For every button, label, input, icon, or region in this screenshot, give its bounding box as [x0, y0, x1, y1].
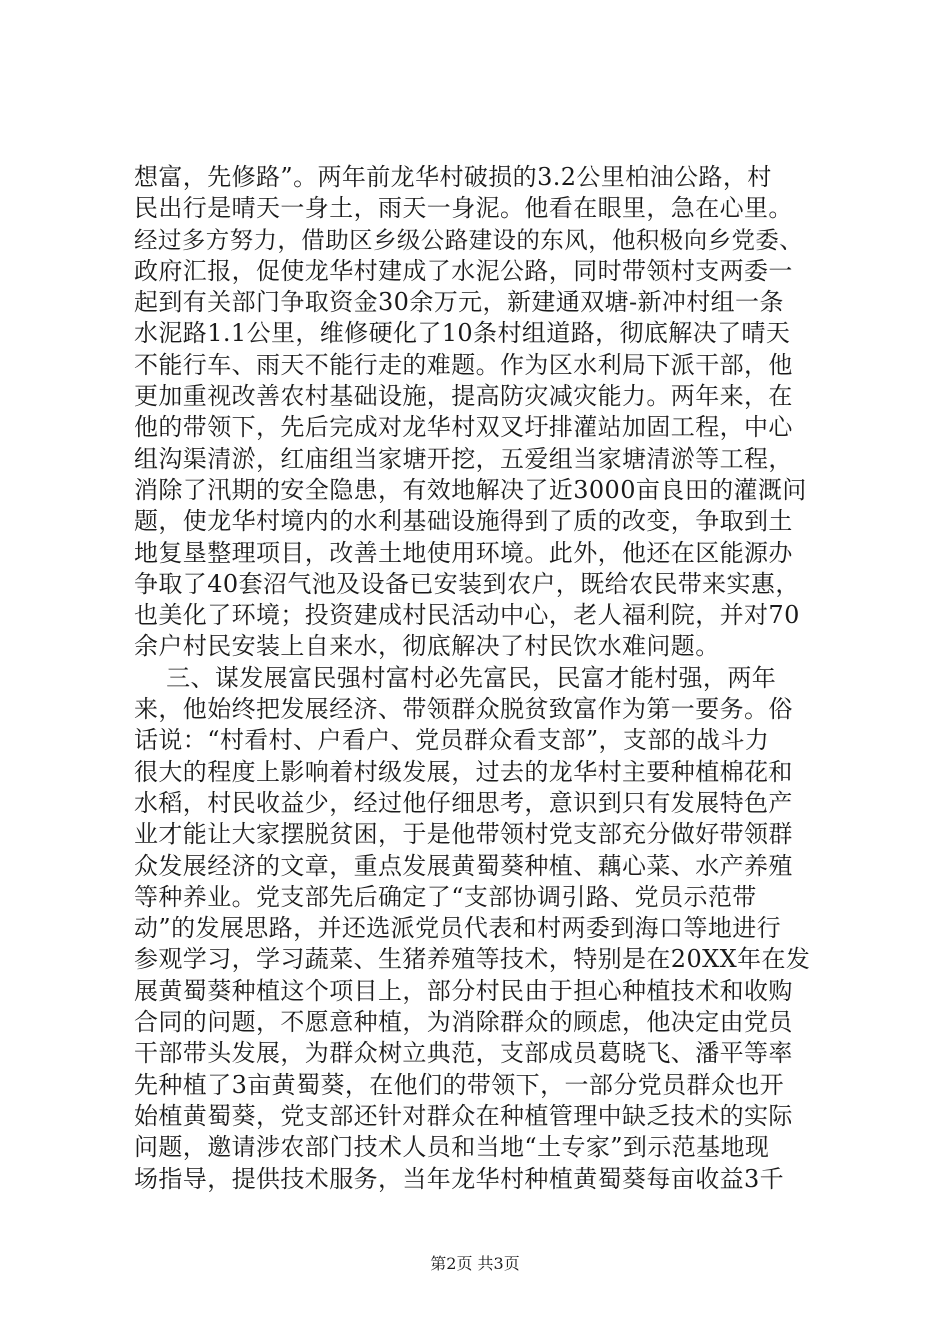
text-line: 场指导，提供技术服务，当年龙华村种植黄蜀葵每亩收益3千	[134, 1164, 785, 1193]
text-line: 他的带领下，先后完成对龙华村双叉圩排灌站加固工程，中心	[134, 413, 793, 442]
text-line: 更加重视改善农村基础设施，提高防灾减灾能力。两年来，在	[134, 382, 793, 411]
text-line: 不能行车、雨天不能行走的难题。作为区水利局下派干部，他	[134, 350, 793, 379]
text-line: 问题，邀请涉农部门技术人员和当地“土专家”到示范基地现	[134, 1133, 770, 1162]
text-line: 想富，先修路”。两年前龙华村破损的3.2公里柏油公路，村	[134, 163, 772, 191]
text-line: 起到有关部门争取资金30余万元，新建通双塘-新冲村组一条	[134, 288, 784, 317]
text-line: 水泥路1.1公里，维修硬化了10条村组道路，彻底解决了晴天	[134, 319, 791, 348]
text-line: 消除了汛期的安全隐患，有效地解决了近3000亩良田的灌溉问	[134, 475, 807, 504]
text-line: 地复垦整理项目，改善土地使用环境。此外，他还在区能源办	[134, 538, 793, 567]
text-line: 合同的问题，不愿意种植，为消除群众的顾虑，他决定由党员	[134, 1008, 793, 1037]
page-footer: 第2页 共3页	[430, 1254, 520, 1273]
text-line: 三、谋发展富民强村富村必先富民，民富才能村强，两年	[134, 663, 777, 692]
document-body	[134, 162, 814, 1195]
text-line: 题，使龙华村境内的水利基础设施得到了质的改变，争取到土	[134, 507, 793, 536]
text-line: 等种养业。党支部先后确定了“支部协调引路、党员示范带	[134, 882, 757, 911]
text-line: 争取了40套沼气池及设备已安装到农户，既给农民带来实惠，	[134, 569, 800, 598]
text-line: 水稻，村民收益少，经过他仔细思考，意识到只有发展特色产	[134, 788, 793, 817]
text-line: 余户村民安装上自来水，彻底解决了村民饮水难问题。	[134, 632, 720, 661]
text-line: 也美化了环境；投资建成村民活动中心，老人福利院，并对70	[134, 601, 800, 630]
text-line: 来，他始终把发展经济、带领群众脱贫致富作为第一要务。俗	[134, 695, 793, 724]
text-line: 经过多方努力，借助区乡级公路建设的东风，他积极向乡党委、	[134, 225, 804, 254]
text-line: 参观学习，学习蔬菜、生猪养殖等技术，特别是在20XX年在发	[134, 945, 811, 974]
text-line: 组沟渠清淤，红庙组当家塘开挖，五爱组当家塘清淤等工程，	[134, 444, 793, 473]
text-line: 民出行是晴天一身土，雨天一身泥。他看在眼里，急在心里。	[134, 194, 793, 223]
text-line: 很大的程度上影响着村级发展，过去的龙华村主要种植棉花和	[134, 757, 793, 786]
text-line: 干部带头发展，为群众树立典范，支部成员葛晓飞、潘平等率	[134, 1039, 793, 1068]
text-line: 众发展经济的文章，重点发展黄蜀葵种植、藕心菜、水产养殖	[134, 851, 793, 880]
text-line: 话说：“村看村、户看户、党员群众看支部”，支部的战斗力	[134, 726, 770, 755]
text-line: 先种植了3亩黄蜀葵，在他们的带领下，一部分党员群众也开	[134, 1070, 785, 1099]
text-line: 始植黄蜀葵，党支部还针对群众在种植管理中缺乏技术的实际	[134, 1101, 793, 1130]
text-line: 政府汇报，促使龙华村建成了水泥公路，同时带领村支两委一	[134, 256, 793, 285]
text-line: 动”的发展思路，并还选派党员代表和村两委到海口等地进行	[134, 914, 782, 943]
text-line: 业才能让大家摆脱贫困，于是他带领村党支部充分做好带领群	[134, 820, 793, 849]
text-line: 展黄蜀葵种植这个项目上，部分村民由于担心种植技术和收购	[134, 976, 793, 1005]
